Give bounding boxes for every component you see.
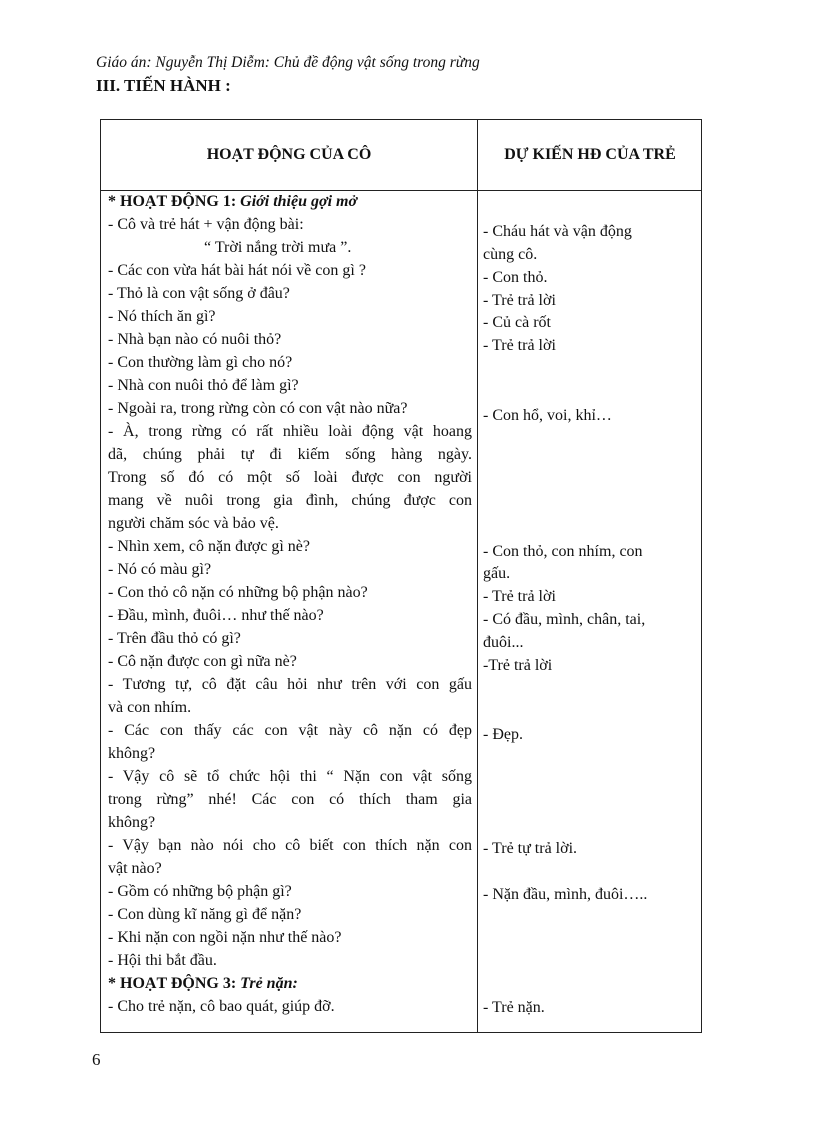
page-number: 6 bbox=[92, 1050, 101, 1069]
list-item: - À, trong rừng có rất nhiều loài động vật hoang bbox=[108, 423, 472, 440]
list-item: - Trẻ trả lời bbox=[483, 292, 556, 309]
list-item: và con nhím. bbox=[108, 699, 192, 716]
list-item: gấu. bbox=[483, 565, 511, 582]
list-item: - Nhìn xem, cô nặn được gì nè? bbox=[108, 538, 310, 555]
list-item: - Con dùng kĩ năng gì để nặn? bbox=[108, 906, 302, 923]
list-item: - Nó có màu gì? bbox=[108, 561, 212, 578]
list-item: - Con thỏ, con nhím, con bbox=[483, 543, 643, 560]
list-item: -Trẻ trả lời bbox=[483, 657, 553, 674]
list-item: - Tương tự, cô đặt câu hỏi như trên với con gấu bbox=[108, 676, 472, 693]
list-item: - Hội thi bắt đầu. bbox=[108, 952, 217, 969]
section-title: III. TIẾN HÀNH : bbox=[96, 76, 231, 95]
list-item: - Các con thấy các con vật này cô nặn có đẹp bbox=[108, 722, 472, 739]
list-item: dã, chúng phải tự đi kiếm sống hàng ngày. bbox=[108, 446, 472, 463]
list-item: - Thỏ là con vật sống ở đâu? bbox=[108, 285, 290, 302]
list-item: cùng cô. bbox=[483, 246, 538, 263]
list-item: - Cho trẻ nặn, cô bao quát, giúp đỡ. bbox=[108, 998, 335, 1015]
list-item: - Cháu hát và vận động bbox=[483, 223, 632, 240]
list-item: - Nhà con nuôi thỏ để làm gì? bbox=[108, 377, 299, 394]
list-item: - Nhà bạn nào có nuôi thỏ? bbox=[108, 331, 282, 348]
list-item: Trong số đó có một số loài được con người bbox=[108, 469, 472, 486]
column-divider bbox=[477, 120, 478, 1032]
list-item: - Trẻ trả lời bbox=[483, 588, 556, 605]
list-item: - Con thường làm gì cho nó? bbox=[108, 354, 293, 371]
list-item: - Nó thích ăn gì? bbox=[108, 308, 216, 325]
list-item: - Trẻ nặn. bbox=[483, 999, 545, 1016]
list-item: người chăm sóc và bảo vệ. bbox=[108, 515, 279, 532]
list-item: đuôi... bbox=[483, 634, 524, 651]
list-item: - Khi nặn con ngồi nặn như thế nào? bbox=[108, 929, 342, 946]
activity-3-title: Trẻ nặn: bbox=[240, 975, 298, 992]
list-item: - Gồm có những bộ phận gì? bbox=[108, 883, 292, 900]
list-item: không? bbox=[108, 745, 156, 762]
list-item: mang về nuôi trong gia đình, chúng được con bbox=[108, 492, 472, 509]
list-item: - Cô và trẻ hát + vận động bài: bbox=[108, 216, 304, 233]
list-item: - Cô nặn được con gì nữa nè? bbox=[108, 653, 297, 670]
list-item: - Con thỏ cô nặn có những bộ phận nào? bbox=[108, 584, 368, 601]
activity-table bbox=[100, 119, 702, 1033]
list-item: - Ngoài ra, trong rừng còn có con vật nào nữa? bbox=[108, 400, 408, 417]
activity-3-heading bbox=[108, 972, 298, 995]
list-item: - Trẻ trả lời bbox=[483, 337, 556, 354]
list-item: - Vậy bạn nào nói cho cô biết con thích nặn con bbox=[108, 837, 472, 854]
list-item: trong rừng” nhé! Các con có thích tham gia bbox=[108, 791, 472, 808]
list-item: vật nào? bbox=[108, 860, 162, 877]
list-item: - Vậy cô sẽ tổ chức hội thi “ Nặn con vật sống bbox=[108, 768, 472, 785]
list-item: - Trên đầu thỏ có gì? bbox=[108, 630, 241, 647]
list-item: - Đẹp. bbox=[483, 726, 523, 743]
list-item: - Đầu, mình, đuôi… như thế nào? bbox=[108, 607, 324, 624]
list-item: - Trẻ tự trả lời. bbox=[483, 840, 578, 857]
list-item: - Con hổ, voi, khỉ… bbox=[483, 407, 612, 424]
activity-1-heading bbox=[108, 190, 357, 213]
song-title: “ Trời nắng trời mưa ”. bbox=[204, 239, 352, 256]
list-item: - Củ cà rốt bbox=[483, 314, 551, 331]
list-item: - Con thỏ. bbox=[483, 269, 548, 286]
list-item: - Có đầu, mình, chân, tai, bbox=[483, 611, 646, 628]
teacher-activity-header: HOẠT ĐỘNG CỦA CÔ bbox=[206, 146, 372, 163]
activity-3-label: * HOẠT ĐỘNG 3: bbox=[108, 975, 241, 992]
document-header: Giáo án: Nguyễn Thị Diễm: Chủ đề động vật sống trong rừng bbox=[96, 54, 480, 71]
activity-1-label: * HOẠT ĐỘNG 1: bbox=[108, 193, 241, 210]
child-activity-header: DỰ KIẾN HĐ CỦA TRẺ bbox=[504, 146, 676, 163]
activity-1-title: Giới thiệu gợi mở bbox=[240, 193, 358, 210]
list-item: không? bbox=[108, 814, 156, 831]
list-item: - Các con vừa hát bài hát nói về con gì ? bbox=[108, 262, 366, 279]
list-item: - Nặn đầu, mình, đuôi….. bbox=[483, 886, 648, 903]
